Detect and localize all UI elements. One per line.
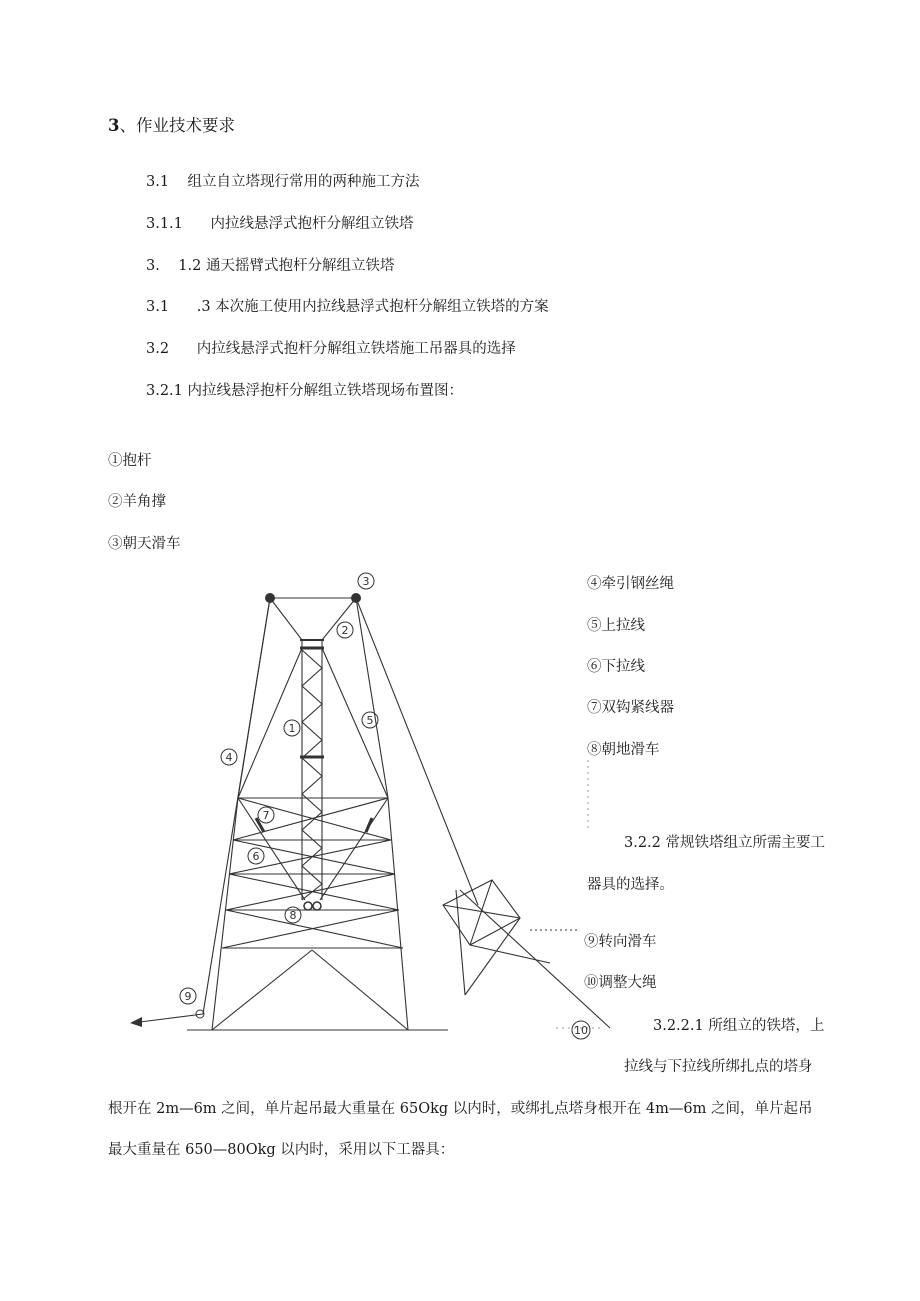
marker-8: 8	[289, 909, 297, 922]
subsection-3-2: 3.2 内拉线悬浮式抱杆分解组立铁塔施工吊器具的选择	[146, 341, 516, 357]
ground-pulley-a	[304, 902, 312, 910]
marker-4: 4	[225, 751, 233, 764]
paragraph-line: 最大重量在 650—80Okg 以内时，采用以下工器具：	[108, 1142, 455, 1158]
marker-9: 9	[184, 990, 192, 1003]
marker-1: 1	[288, 722, 296, 735]
legend-item-double-hook-tightener: ⑦双钩紧线器	[587, 700, 674, 716]
tower-leg-left	[212, 798, 238, 1030]
marker-5: 5	[366, 714, 374, 727]
subsection-3-1-3: 3.1 .3 本次施工使用内拉线悬浮式抱杆分解组立铁塔的方案	[146, 299, 549, 315]
legend-item-adjust-rope: ⑩调整大绳	[584, 975, 657, 991]
tower-leg-right	[388, 798, 408, 1030]
subsection-3-2-1: 3.2.1 内拉线悬浮抱杆分解组立铁塔现场布置图：	[146, 383, 464, 399]
legend-item-upper-guy: ⑤上拉线	[587, 618, 645, 634]
legend-item-ground-pulley: ⑧朝地滑车	[587, 742, 660, 758]
ground-pulley-b	[313, 902, 321, 910]
top-pulley-left	[265, 593, 275, 603]
marker-3: 3	[362, 575, 370, 588]
legend-item-traction-rope: ④牵引钢丝绳	[587, 576, 674, 592]
top-pulley-right	[351, 593, 361, 603]
subsection-3-2-2-1-line1: 3.2.2.1 所组立的铁塔，上	[653, 1018, 825, 1034]
paragraph-line: 根开在 2m—6m 之间，单片起吊最大重量在 65Okg 以内时，或绑扎点塔身根开在 4m—6m 之间，单片起吊	[108, 1101, 813, 1117]
legend-item-gin-pole: ①抱杆	[108, 453, 152, 469]
marker-10: 10	[574, 1024, 588, 1037]
section-title: 、作业技术要求	[119, 116, 235, 135]
subsection-3-2-2-line1: 3.2.2 常规铁塔组立所需主要工	[624, 835, 826, 851]
subsection-3-1-2: 3. 1.2 通天摇臂式抱杆分解组立铁塔	[146, 258, 395, 274]
legend-item-top-pulley: ③朝天滑车	[108, 536, 181, 552]
subsection-3-1: 3.1 组立自立塔现行常用的两种施工方法	[146, 174, 420, 190]
legend-item-lower-guy: ⑥下拉线	[587, 659, 645, 675]
subsection-3-2-2-1-line2: 拉线与下拉线所绑扎点的塔身	[624, 1059, 813, 1075]
subsection-3-2-2-line2: 器具的选择。	[587, 877, 674, 893]
marker-7: 7	[262, 809, 270, 822]
legend-item-turning-pulley: ⑨转向滑车	[584, 934, 657, 950]
section-number: 3	[108, 116, 120, 135]
marker-2: 2	[341, 624, 349, 637]
legend-item-horn-brace: ②羊角撑	[108, 494, 166, 510]
arrow-head	[130, 1017, 142, 1027]
marker-6: 6	[252, 850, 260, 863]
subsection-3-1-1: 3.1.1 内拉线悬浮式抱杆分解组立铁塔	[146, 216, 414, 232]
